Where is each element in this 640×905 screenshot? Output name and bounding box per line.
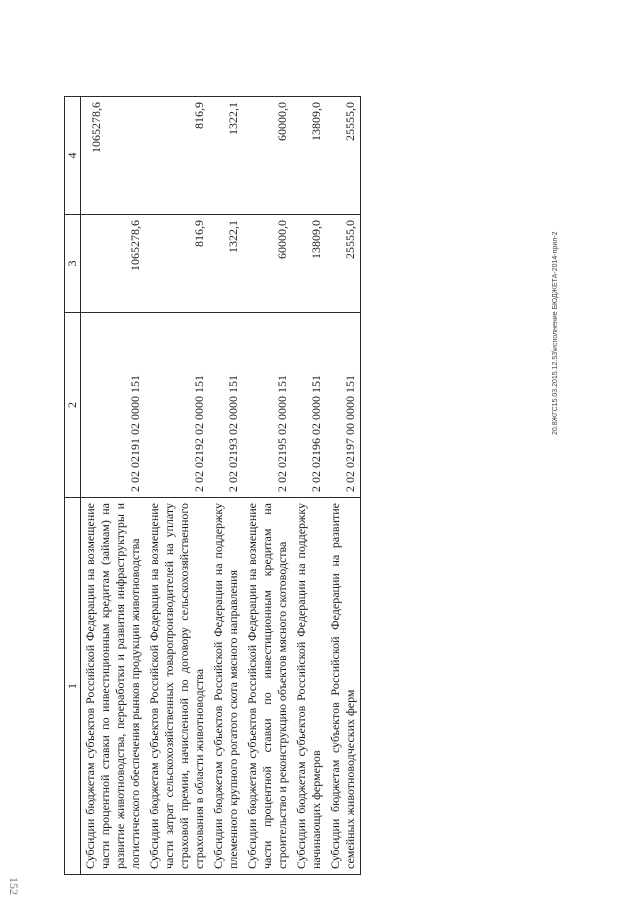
amount-col3: 60000,0 — [243, 215, 292, 313]
subsidy-name: Субсидии бюджетам субъектов Российской Федерации на возмещение части процентной ставки по инвестиционным кредитам (займам) на развитие животноводства, переработки и развития инфраструктуры и логистического обеспечения рынков продукции животноводства — [81, 498, 146, 875]
table-row — [243, 97, 292, 875]
amount-col3: 13809,0 — [292, 215, 326, 313]
amount-col4: 25555,0 — [326, 97, 361, 215]
amount-col3: 1065278,6 — [81, 215, 146, 313]
amount-col3: 1322,1 — [209, 215, 243, 313]
table-row — [209, 97, 243, 875]
subsidy-name: Субсидии бюджетам субъектов Российской Федерации на поддержку начинающих фермеров — [292, 498, 326, 875]
subsidy-name: Субсидии бюджетам субъектов Российской Федерации на возмещение части затрат сельскохозяйственных товаропроизводителей на уплату страховой премии, начисленной по договору сельскохозяйственного страхования в области животноводства — [145, 498, 209, 875]
subsidy-name: Субсидии бюджетам субъектов Российской Федерации на поддержку племенного крупного рогатого скота мясного направления — [209, 498, 243, 875]
table-row — [292, 97, 326, 875]
amount-col4: 60000,0 — [243, 97, 292, 215]
column-number: 1 — [65, 498, 81, 875]
budget-code: 2 02 02195 02 0000 151 — [243, 313, 292, 498]
column-number: 2 — [65, 313, 81, 498]
amount-col4: 816,9 — [145, 97, 209, 215]
amount-col3: 816,9 — [145, 215, 209, 313]
budget-table — [64, 96, 361, 875]
subsidy-name: Субсидии бюджетам субъектов Российской Федерации на возмещение части процентной ставки по инвестиционным кредитам на строительство и реконструкцию объектов мясного скотоводства — [243, 498, 292, 875]
column-number: 4 — [65, 97, 81, 215]
budget-code: 2 02 02197 00 0000 151 — [326, 313, 361, 498]
subsidy-name: Субсидии бюджетам субъектов Российской Федерации на развитие семейных животноводческих ферм — [326, 498, 361, 875]
budget-code: 2 02 02191 02 0000 151 — [81, 313, 146, 498]
table-row — [81, 97, 146, 875]
amount-col4: 1065278,6 — [81, 97, 146, 215]
amount-col4: 13809,0 — [292, 97, 326, 215]
table-row — [326, 97, 361, 875]
budget-code: 2 02 02193 02 0000 151 — [209, 313, 243, 498]
budget-code: 2 02 02196 02 0000 151 — [292, 313, 326, 498]
amount-col3: 25555,0 — [326, 215, 361, 313]
column-number: 3 — [65, 215, 81, 313]
column-number-row — [65, 97, 81, 875]
amount-col4: 1322,1 — [209, 97, 243, 215]
page-number: 152 — [7, 877, 21, 895]
budget-code: 2 02 02192 02 0000 151 — [145, 313, 209, 498]
file-path-stamp: 20.8ЖГС15.03.2015.12.53\исполнение БЮДЖЕТА-2014-прил-2 — [552, 231, 559, 435]
table-row — [145, 97, 209, 875]
